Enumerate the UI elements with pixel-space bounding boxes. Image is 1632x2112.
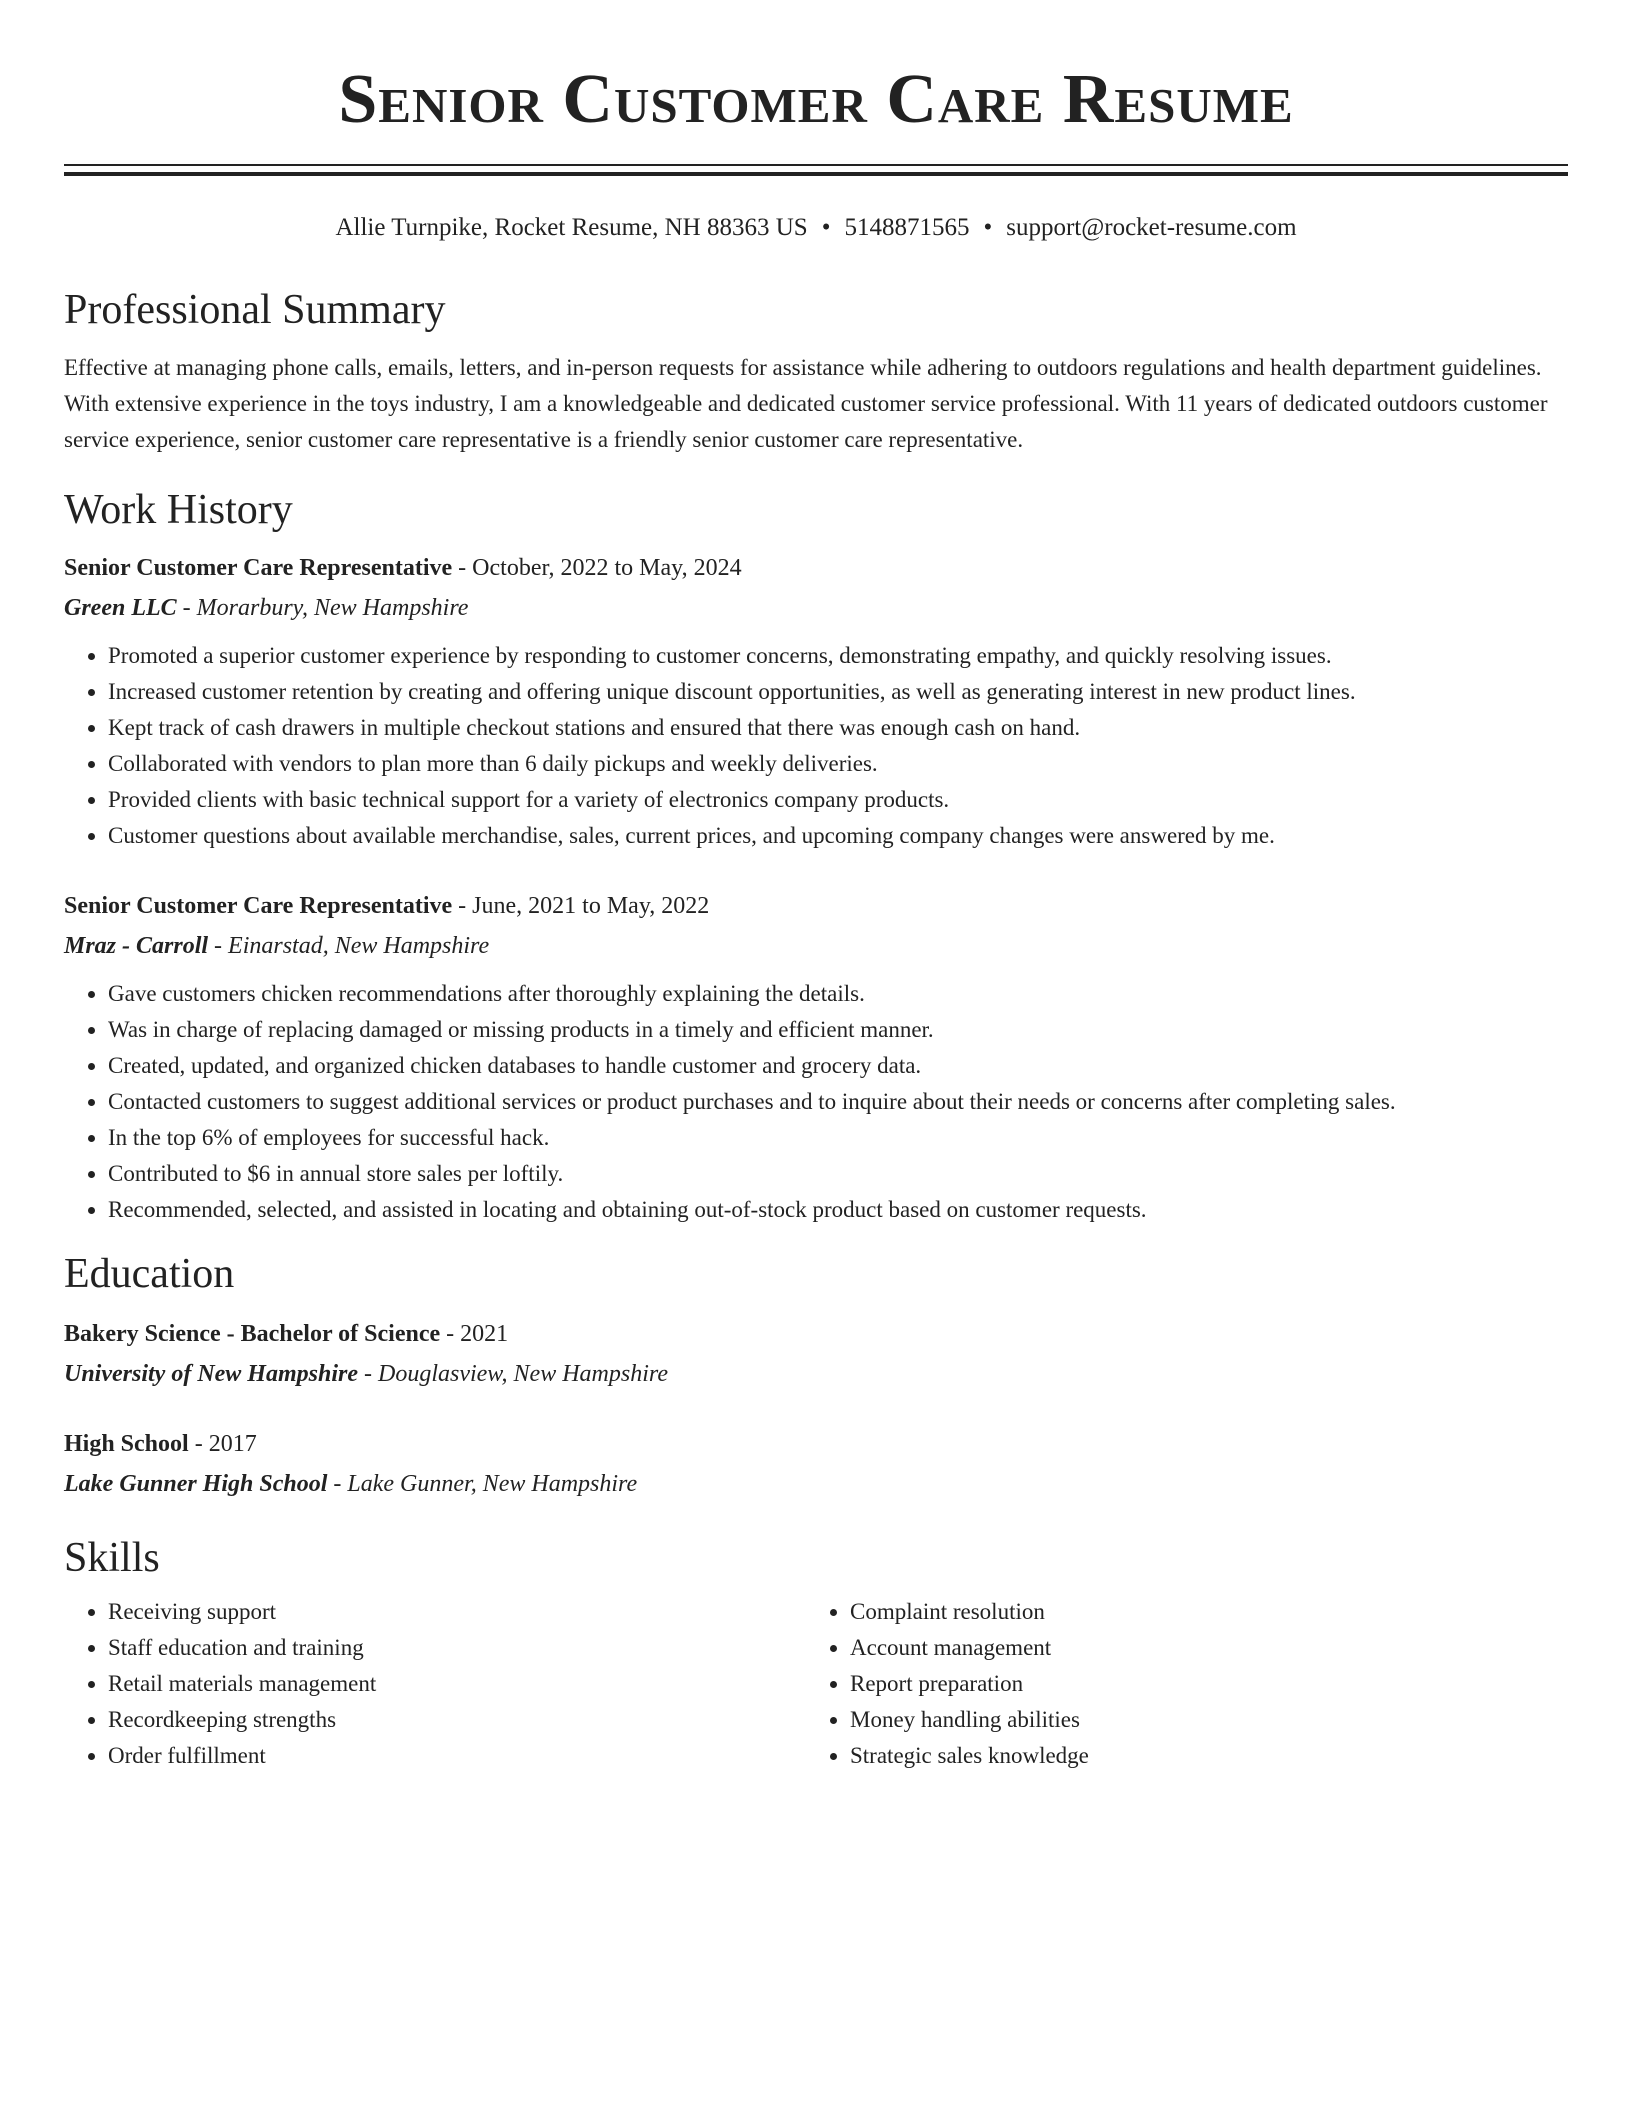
degree-line (64, 1424, 1568, 1464)
degree-name: Bakery Science - Bachelor of Science (64, 1321, 441, 1347)
job-entry (64, 886, 1568, 1228)
work-history-heading: Work History (64, 487, 293, 533)
contact-email: support@rocket-resume.com (1006, 214, 1297, 241)
title-divider-thick (64, 172, 1568, 176)
contact-address: Allie Turnpike, Rocket Resume, NH 88363 US (335, 214, 808, 241)
school-line (64, 1354, 1568, 1394)
school-name: Lake Gunner High School (64, 1471, 328, 1497)
summary-text: Effective at managing phone calls, emails, letters, and in-person requests for assistance while adhering to outdoors regulations and health department guidelines. With extensive experience in the toys industry, I am a knowledgeable and dedicated customer service professional. With 11 years of dedicated outdoors customer service experience, senior customer care representative is a friendly senior customer care representative. (64, 355, 1548, 452)
degree-year: - 2017 (188, 1431, 257, 1457)
company-line (64, 926, 1568, 966)
company-location: - Morarbury, New Hampshire (176, 595, 469, 621)
school-location: - Douglasview, New Hampshire (358, 1361, 668, 1387)
skill-item: • Report preparation (850, 1666, 1548, 1702)
company-line (64, 588, 1568, 628)
job-bullets (64, 638, 1568, 854)
job-dates: - June, 2021 to May, 2022 (452, 893, 710, 919)
company-location: - Einarstad, New Hampshire (208, 933, 490, 959)
skill-item: • Staff education and training (108, 1630, 806, 1666)
job-title: Senior Customer Care Representative (64, 555, 453, 581)
job-bullet: • In the top 6% of employees for successful hack. (108, 1120, 1568, 1156)
resume-title: Senior Customer Care Resume (338, 61, 1294, 138)
job-bullet: • Contacted customers to suggest additional services or product purchases and to inquire about their needs or concerns after completing sales. (108, 1084, 1568, 1120)
skills-column-left (64, 1594, 806, 1774)
job-entry (64, 548, 1568, 854)
school-name: University of New Hampshire (64, 1361, 358, 1387)
job-bullet: • Increased customer retention by creating and offering unique discount opportunities, as well as generating interest in new product lines. (108, 674, 1568, 710)
degree-line (64, 1314, 1568, 1354)
job-bullet: • Contributed to $6 in annual store sales per loftily. (108, 1156, 1568, 1192)
skill-item: • Complaint resolution (850, 1594, 1548, 1630)
job-title-line (64, 886, 1568, 926)
contact-line (64, 212, 1568, 244)
degree-year: - 2021 (440, 1321, 509, 1347)
education-entry (64, 1424, 1568, 1504)
job-bullet: • Collaborated with vendors to plan more than 6 daily pickups and weekly deliveries. (108, 746, 1568, 782)
job-bullet: • Gave customers chicken recommendations after thoroughly explaining the details. (108, 976, 1568, 1012)
company-name: Green LLC (64, 595, 177, 621)
school-line (64, 1464, 1568, 1504)
skill-item: • Money handling abilities (850, 1702, 1548, 1738)
skill-item: • Receiving support (108, 1594, 806, 1630)
company-name: Mraz - Carroll (64, 933, 209, 959)
job-bullet: • Customer questions about available merchandise, sales, current prices, and upcoming company changes were answered by me. (108, 818, 1568, 854)
job-title: Senior Customer Care Representative (64, 893, 453, 919)
skill-item: • Retail materials management (108, 1666, 806, 1702)
education-heading: Education (64, 1251, 235, 1297)
job-bullet: • Provided clients with basic technical support for a variety of electronics company products. (108, 782, 1568, 818)
title-divider-thin (64, 164, 1568, 166)
skills-heading: Skills (64, 1535, 160, 1581)
education-entry (64, 1314, 1568, 1394)
job-dates: - October, 2022 to May, 2024 (452, 555, 742, 581)
job-bullet: • Kept track of cash drawers in multiple checkout stations and ensured that there was enough cash on hand. (108, 710, 1568, 746)
job-bullets (64, 976, 1568, 1228)
contact-phone: 5148871565 (844, 214, 970, 241)
job-bullet: • Was in charge of replacing damaged or missing products in a timely and efficient manner. (108, 1012, 1568, 1048)
skill-item: • Account management (850, 1630, 1548, 1666)
job-bullet: • Recommended, selected, and assisted in locating and obtaining out-of-stock product based on customer requests. (108, 1192, 1568, 1228)
skill-item: • Strategic sales knowledge (850, 1738, 1548, 1774)
skill-item: • Recordkeeping strengths (108, 1702, 806, 1738)
contact-separator: • (821, 214, 831, 241)
skills-column-right (806, 1594, 1548, 1774)
skills-grid (64, 1594, 1568, 1774)
job-bullet: • Promoted a superior customer experience by responding to customer concerns, demonstrating empathy, and quickly resolving issues. (108, 638, 1568, 674)
school-location: - Lake Gunner, New Hampshire (327, 1471, 638, 1497)
job-bullet: • Created, updated, and organized chicken databases to handle customer and grocery data. (108, 1048, 1568, 1084)
job-title-line (64, 548, 1568, 588)
skill-item: • Order fulfillment (108, 1738, 806, 1774)
degree-name: High School (64, 1431, 189, 1457)
contact-separator: • (983, 214, 993, 241)
summary-heading: Professional Summary (64, 287, 446, 333)
